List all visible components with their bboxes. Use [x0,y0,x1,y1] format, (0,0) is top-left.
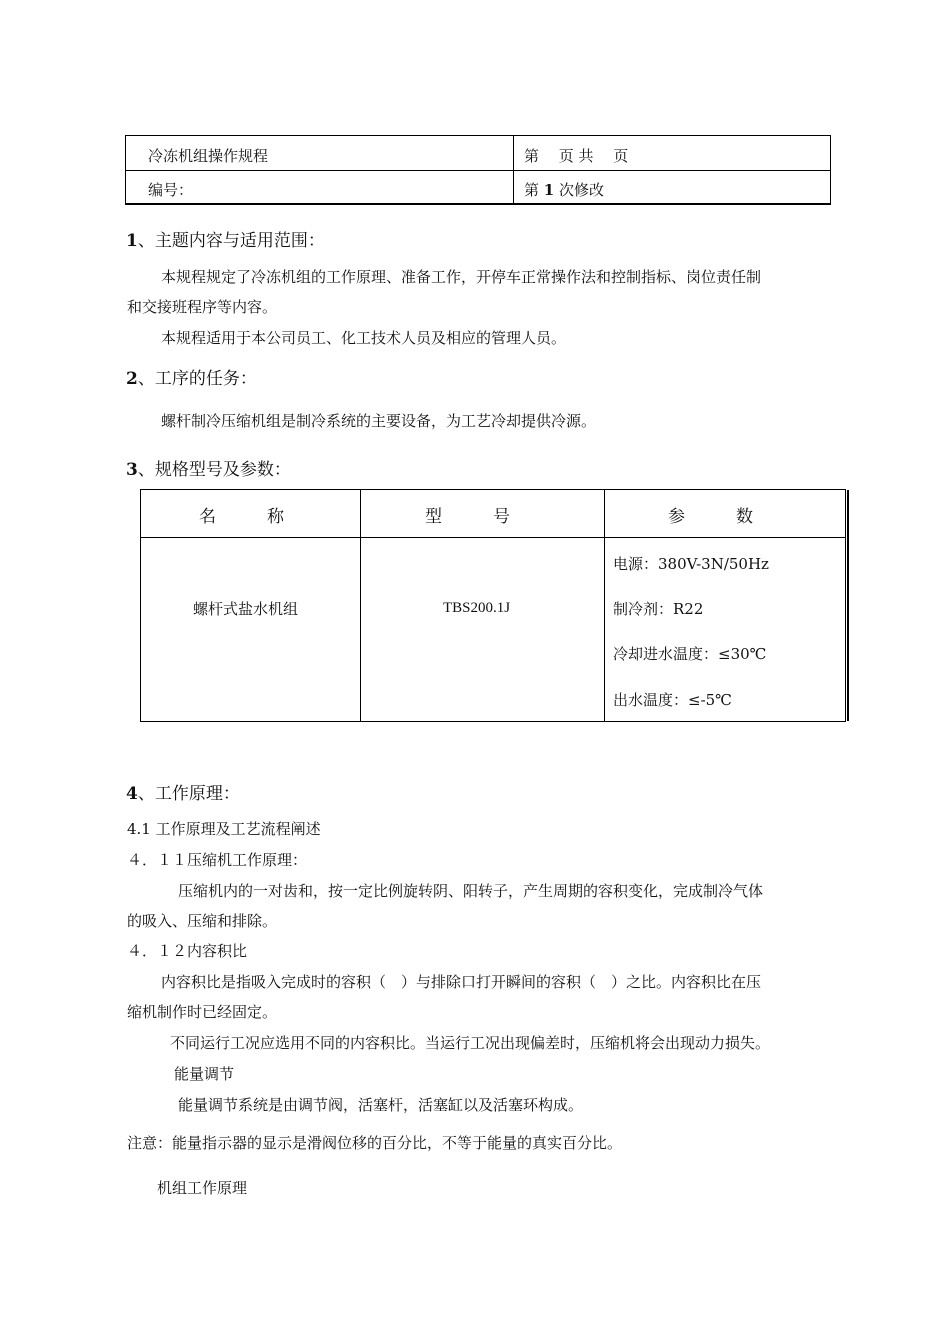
spec-header-params: 参 数 [668,507,753,527]
unit-principle-title: 机组工作原理 [157,1179,248,1197]
spec-cell-model: TBS200.1J [443,600,511,616]
spec-table-col-divider-2 [604,490,605,721]
subsection-4-1: 4.1 工作原理及工艺流程阐述 [127,820,321,838]
spec-cell-name: 螺杆式盐水机组 [193,600,299,618]
subsection-4-1-2-p1-line-2: 缩机制作时已经固定。 [127,1003,278,1021]
spec-table-col-divider-1 [360,490,361,721]
spec-param-outlet-temp: 出水温度：≤-5℃ [613,691,732,709]
header-row-2 [126,170,830,204]
header-table [125,135,831,205]
page-info: 第 页 共 页 [524,147,629,165]
header-divider [513,136,514,203]
document-title: 冷冻机组操作规程 [148,147,269,165]
section-3-heading: 3、规格型号及参数： [126,460,291,480]
revision-info: 第 1 次修改 [524,181,604,199]
section-2-heading: 2、工序的任务： [126,369,257,389]
code-label: 编号： [148,181,194,199]
subsection-4-1-1: ４．１１压缩机工作原理： [127,851,308,869]
subsection-4-1-1-line-2: 的吸入、压缩和排除。 [127,912,278,930]
spec-header-model: 型 号 [425,507,510,527]
section-1-heading: 1、主题内容与适用范围： [126,231,325,251]
energy-regulation-title: 能量调节 [174,1065,235,1083]
note-paragraph: 注意：能量指示器的显示是滑阀位移的百分比，不等于能量的真实百分比。 [127,1134,623,1152]
spec-table [140,489,846,722]
section-1-paragraph-1-line-2: 和交接班程序等内容。 [127,298,278,316]
spec-table-right-border [847,490,849,721]
subsection-4-1-2-p1-line-1: 内容积比是指吸入完成时的容积（ ）与排除口打开瞬间的容积（ ）之比。内容积比在压 [161,973,762,991]
energy-regulation-paragraph: 能量调节系统是由调节阀，活塞杆，活塞缸以及活塞环构成。 [178,1096,584,1114]
spec-param-cooling-inlet-temp: 冷却进水温度：≤30℃ [613,645,767,663]
section-2-paragraph: 螺杆制冷压缩机组是制冷系统的主要设备，为工艺冷却提供冷源。 [161,412,597,430]
spec-param-refrigerant: 制冷剂：R22 [613,600,704,618]
subsection-4-1-1-line-1: 压缩机内的一对齿和，按一定比例旋转阴、阳转子，产生周期的容积变化，完成制冷气体 [178,882,764,900]
section-1-paragraph-2: 本规程适用于本公司员工、化工技术人员及相应的管理人员。 [161,329,567,347]
subsection-4-1-2-p2: 不同运行工况应选用不同的内容积比。当运行工况出现偏差时，压缩机将会出现动力损失。 [170,1034,771,1052]
spec-param-power: 电源：380V-3N/50Hz [613,555,769,573]
spec-header-name: 名 称 [199,507,284,527]
spec-table-header-rule [141,537,845,538]
section-1-paragraph-1-line-1: 本规程规定了冷冻机组的工作原理、准备工作，开停车正常操作法和控制指标、岗位责任制 [161,268,762,286]
section-4-heading: 4、工作原理： [126,784,240,804]
subsection-4-1-2: ４．１２内容积比 [127,942,248,960]
